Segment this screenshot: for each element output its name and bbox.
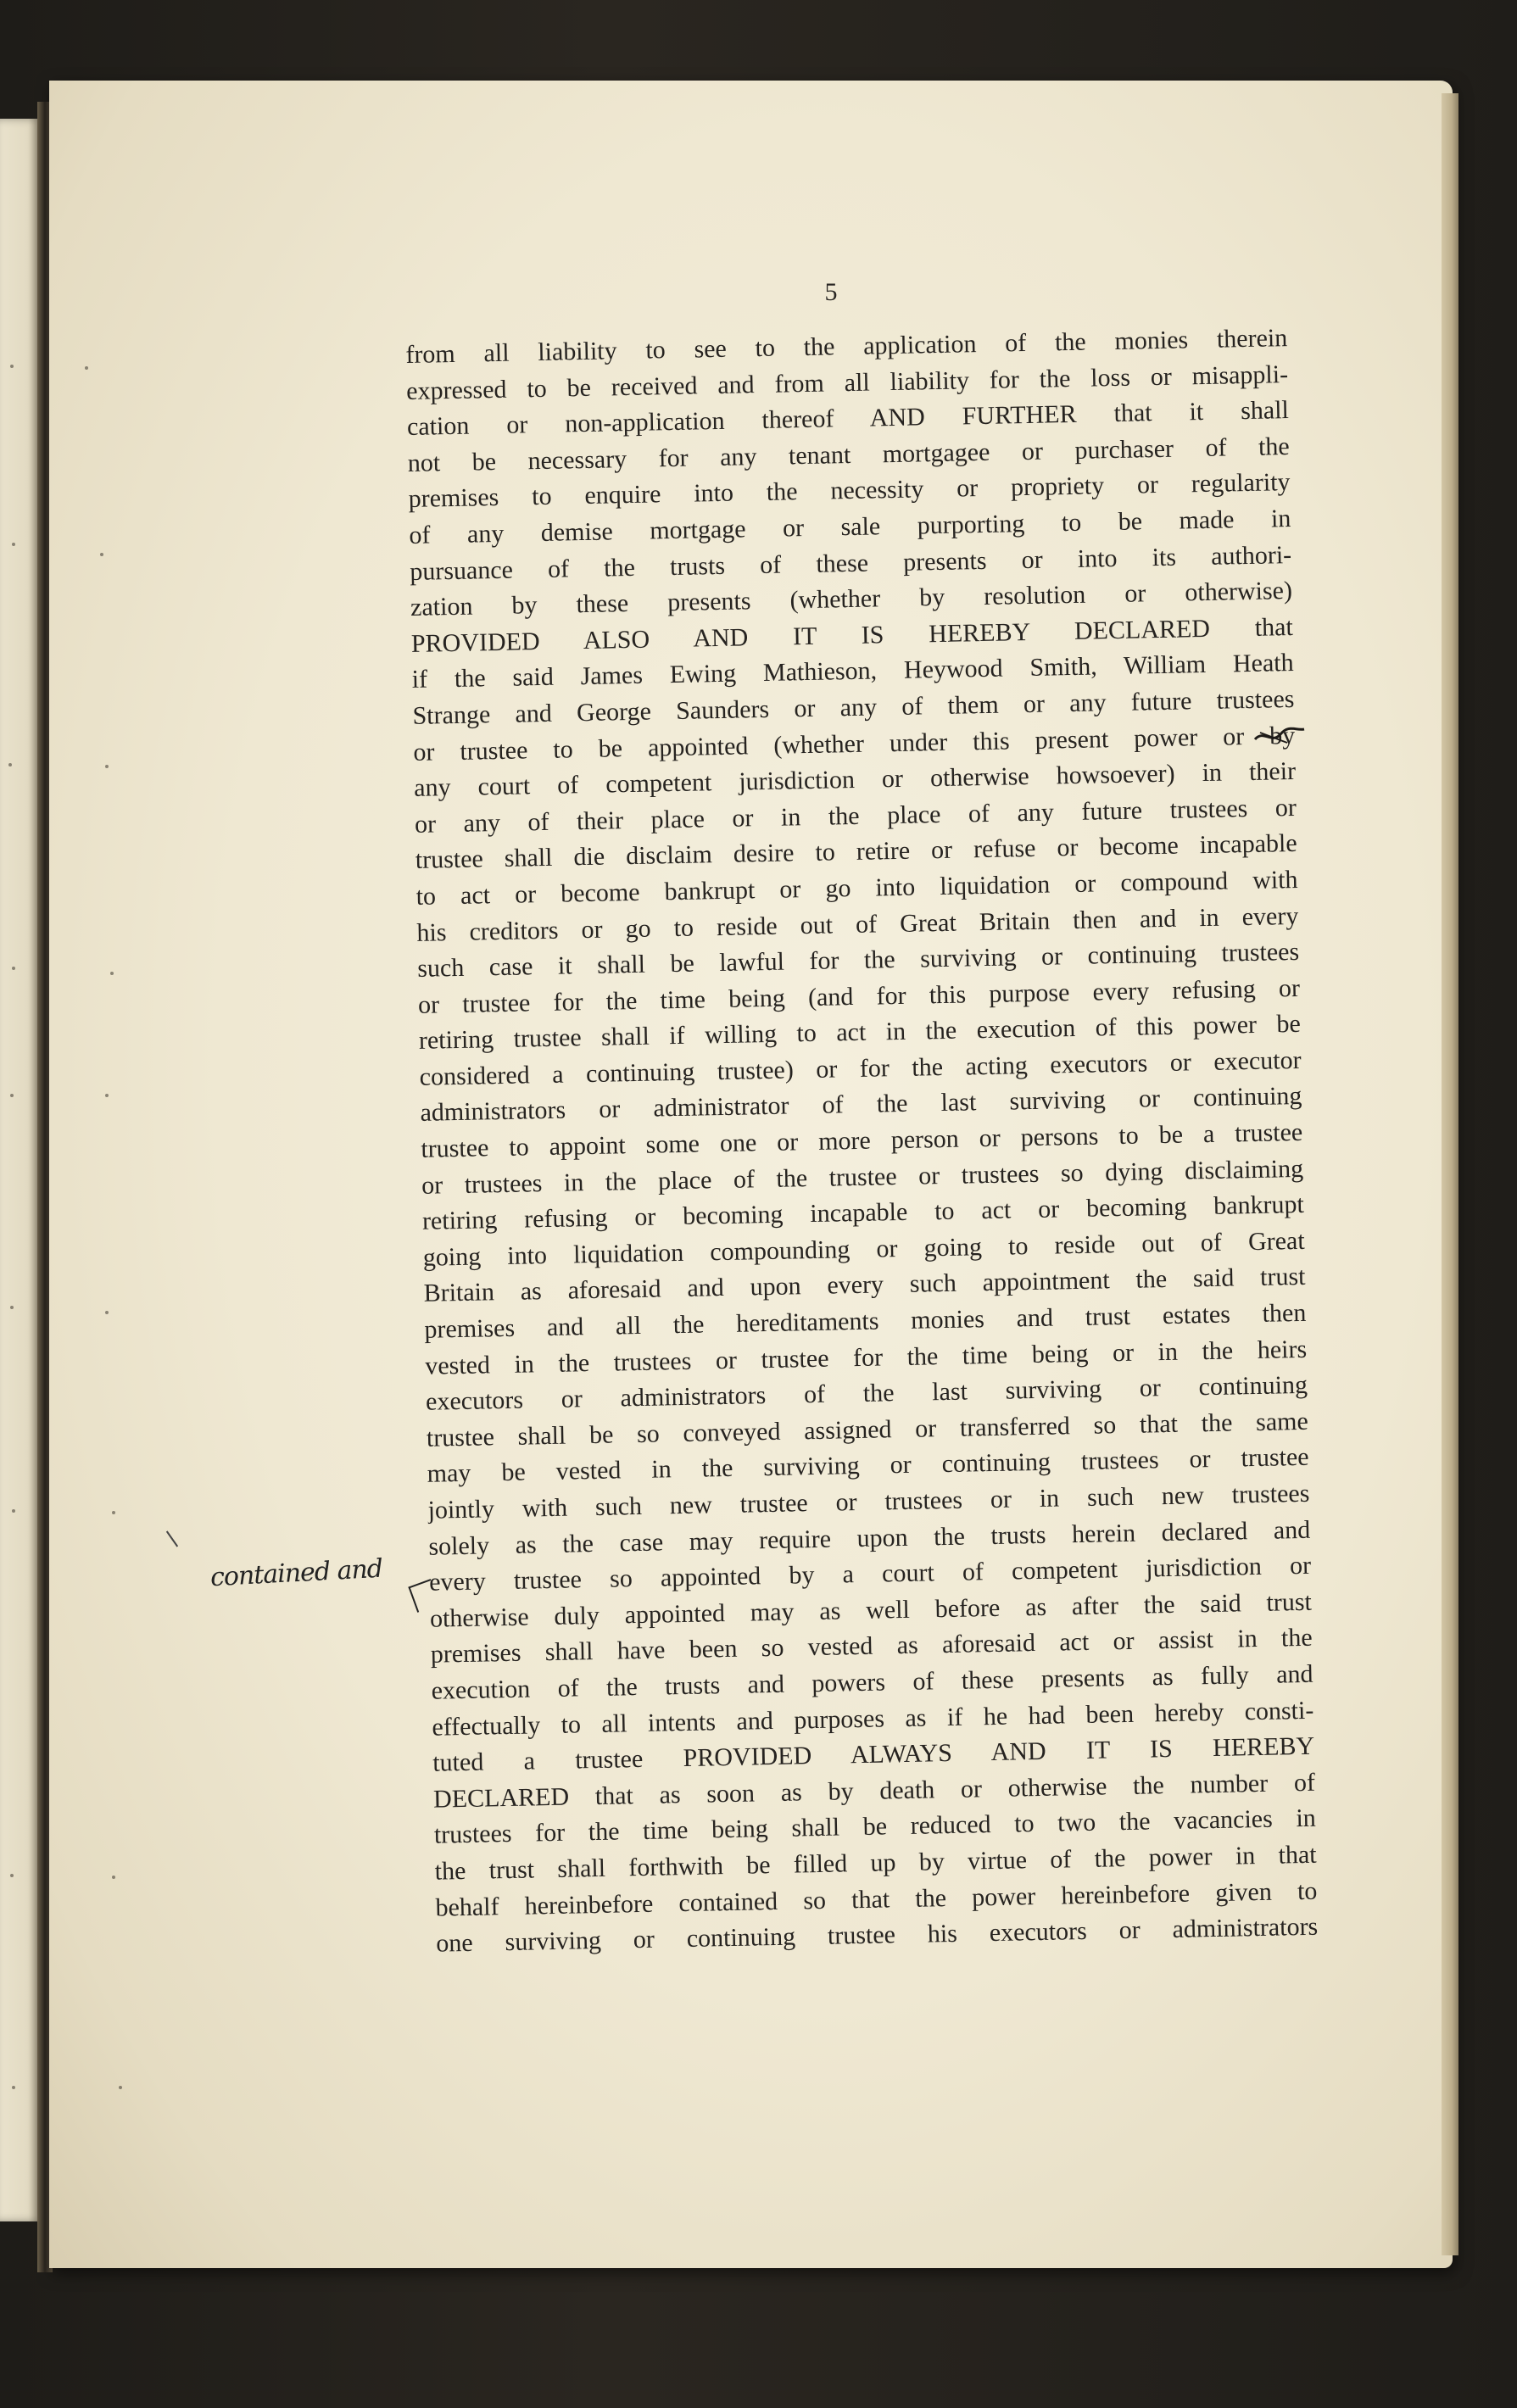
- text-line: jointly with such new trustee or trustees or in such new trustees: [427, 1479, 1310, 1525]
- stitch-hole: [105, 1094, 109, 1097]
- text-line: from all liability to see to the application of the monies therein: [405, 324, 1288, 369]
- text-line: otherwise duly appointed may as well before as after the said trust: [429, 1587, 1313, 1633]
- text-line: DECLARED that as soon as by death or otherwise the number of: [432, 1768, 1316, 1814]
- text-line: retiring refusing or becoming incapable to act or becoming bankrupt: [421, 1190, 1305, 1236]
- text-line: Britain as aforesaid and upon every such appointment the said trust: [423, 1263, 1306, 1308]
- text-line: trustee to appoint some one or more person or persons to be a trustee: [421, 1118, 1303, 1163]
- text-line: executors or administrators of the last surviving or continuing: [425, 1371, 1308, 1416]
- text-line: or any of their place or in the place of any future trustees or: [414, 793, 1297, 839]
- stitch-hole: [10, 1094, 14, 1097]
- stitch-hole: [119, 2086, 122, 2089]
- text-line: tuted a trustee PROVIDED ALWAYS AND IT IS HEREBY: [432, 1731, 1315, 1777]
- text-line: the trust shall forthwith be filled up by virtue of the power in that: [434, 1840, 1317, 1886]
- text-line: vested in the trustees or trustee for the time being or in the heirs: [424, 1335, 1308, 1380]
- text-line: considered a continuing trustee) or for the acting executors or executor: [419, 1045, 1302, 1091]
- text-line: to act or become bankrupt or go into liquidation or compound with: [416, 865, 1298, 911]
- stitch-hole: [8, 763, 12, 766]
- text-line: premises and all the hereditaments monies and trust estates then: [424, 1298, 1307, 1344]
- stitch-hole: [110, 972, 114, 975]
- stitch-hole: [100, 553, 103, 556]
- stitch-hole: [105, 765, 109, 768]
- body-text: [405, 321, 1319, 1962]
- text-line: cation or non-application thereof AND FURTHER that it shall: [406, 396, 1290, 442]
- stitch-hole: [12, 1509, 15, 1513]
- stitch-hole: [10, 1874, 14, 1877]
- stitch-hole: [10, 1306, 14, 1309]
- stitch-hole: [112, 1511, 115, 1514]
- text-line: if the said James Ewing Mathieson, Heywood Smith, William Heath: [411, 649, 1294, 694]
- text-line: premises to enquire into the necessity or propriety or regularity: [408, 468, 1291, 514]
- text-line: trustee shall be so conveyed assigned or transferred so that the same: [426, 1407, 1309, 1452]
- text-line: any court of competent jurisdiction or otherwise howsoever) in their: [413, 757, 1297, 803]
- text-line: retiring trustee shall if willing to act in the execution of this power be: [418, 1010, 1302, 1056]
- text-line: of any demise mortgage or sale purporting to be made in: [409, 504, 1291, 549]
- text-line: or trustee for the time being (and for this purpose every refusing or: [417, 973, 1301, 1019]
- text-line: zation by these presents (whether by resolution or otherwise): [410, 577, 1293, 622]
- text-line: effectually to all intents and purposes as if he had been hereby consti-: [432, 1696, 1314, 1742]
- text-line: behalf hereinbefore contained so that the power hereinbefore given to: [435, 1876, 1318, 1922]
- text-line: trustees for the time being shall be reduced to two the vacancies in: [433, 1804, 1317, 1850]
- text-line: Strange and George Saunders or any of them or any future trustees: [412, 684, 1295, 730]
- stitch-hole: [105, 1311, 109, 1314]
- page-number: 5: [824, 278, 838, 306]
- text-line: expressed to be received and from all liability for the loss or misappli-: [405, 360, 1289, 405]
- text-line: or trustee to be appointed (whether under this present power or by: [413, 721, 1296, 766]
- text-line: his creditors or go to reside out of Great Britain then and in every: [416, 901, 1299, 947]
- page-stack-edge: [1442, 93, 1458, 2255]
- text-line: PROVIDED ALSO AND IT IS HEREBY DECLARED that: [410, 612, 1294, 658]
- stitch-hole: [112, 1876, 115, 1879]
- left-page-edge: [0, 119, 41, 2221]
- text-line: or trustees in the place of the trustee or trustees so dying disclaiming: [421, 1154, 1304, 1200]
- text-line: pursuance of the trusts of these presents or into its authori-: [409, 540, 1292, 586]
- text-line: administrators or administrator of the last surviving or continuing: [420, 1082, 1302, 1128]
- stitch-hole: [12, 967, 15, 970]
- text-line: every trustee so appointed by a court of competent jurisdiction or: [428, 1551, 1312, 1597]
- stitch-hole: [85, 366, 88, 370]
- text-line: trustee shall die disclaim desire to retire or refuse or become incapable: [415, 829, 1297, 875]
- stitch-hole: [10, 365, 14, 368]
- text-line: premises shall have been so vested as aforesaid act or assist in the: [430, 1624, 1313, 1669]
- text-line: one surviving or continuing trustee his executors or administrators: [436, 1912, 1319, 1958]
- handwritten-margin-note: contained and: [209, 1553, 383, 1593]
- stitch-hole: [12, 543, 15, 546]
- text-line: execution of the trusts and powers of these presents as fully and: [431, 1659, 1313, 1705]
- text-line: such case it shall be lawful for the surviving or continuing trustees: [416, 937, 1300, 983]
- handwritten-strike-mark: [1253, 726, 1306, 748]
- text-line: solely as the case may require upon the trusts herein declared and: [428, 1515, 1311, 1561]
- text-line: going into liquidation compounding or going to reside out of Great: [422, 1226, 1305, 1272]
- text-line: not be necessary for any tenant mortgagee or purchaser of the: [407, 432, 1290, 477]
- stitch-hole: [12, 2086, 15, 2089]
- text-line: may be vested in the surviving or continuing trustees or trustee: [427, 1443, 1309, 1489]
